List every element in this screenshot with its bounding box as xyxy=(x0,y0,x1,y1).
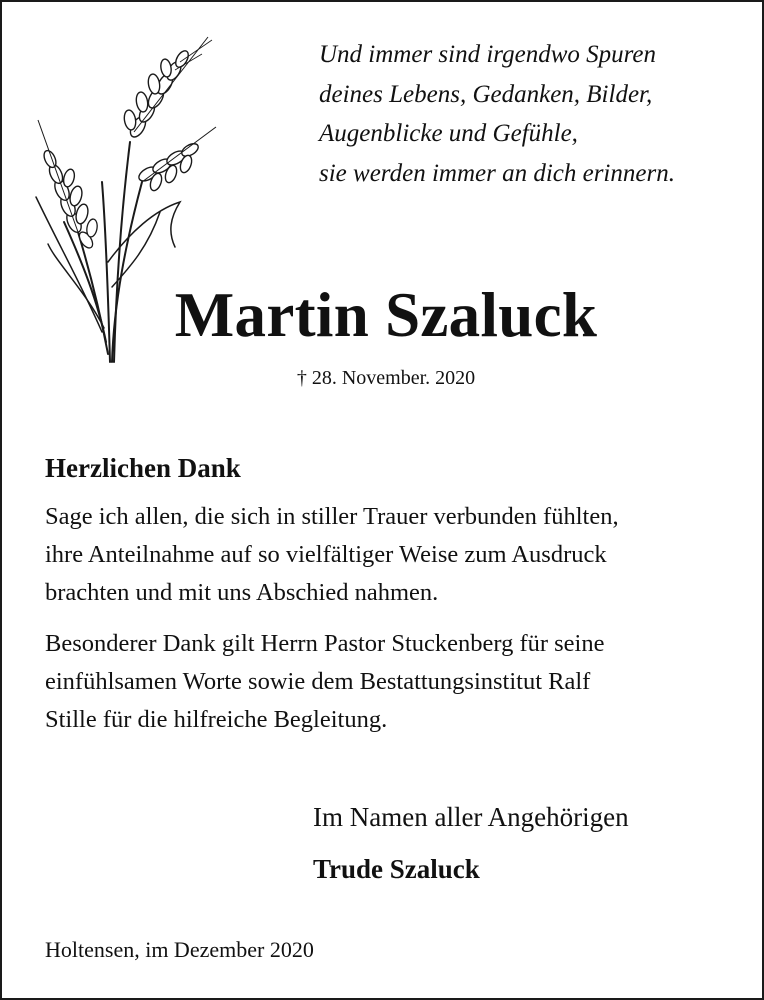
poem-line: sie werden immer an dich erinnern. xyxy=(319,159,675,187)
poem-line: Und immer sind irgendwo Spuren xyxy=(319,41,657,68)
memorial-poem xyxy=(319,35,749,193)
death-date: † 28. November. 2020 xyxy=(296,367,476,389)
deceased-name: Martin Szaluck xyxy=(174,280,598,350)
paragraph-line: brachten und mit uns Abschied nahmen. xyxy=(45,579,439,606)
thanks-paragraph xyxy=(45,498,745,612)
thanks-heading: Herzlichen Dank xyxy=(45,453,241,483)
paragraph-line: ihre Anteilnahme auf so vielfältiger Weise zum Ausdruck xyxy=(45,541,607,568)
paragraph-line: Stille für die hilfreiche Begleitung. xyxy=(45,706,388,733)
poem-line: Augenblicke und Gefühle, xyxy=(319,120,578,147)
signer-name: Trude Szaluck xyxy=(313,854,480,884)
special-thanks-paragraph xyxy=(45,625,745,739)
paragraph-line: Sage ich allen, die sich in stiller Trauer verbunden fühlten, xyxy=(45,503,619,530)
on-behalf-line: Im Namen aller Angehörigen xyxy=(313,802,629,832)
poem-line: deines Lebens, Gedanken, Bilder, xyxy=(319,80,653,108)
paragraph-line: Besonderer Dank gilt Herrn Pastor Stuckenberg für seine xyxy=(45,630,605,657)
place-date: Holtensen, im Dezember 2020 xyxy=(45,937,314,962)
paragraph-line: einfühlsamen Worte sowie dem Bestattungsinstitut Ralf xyxy=(45,668,591,695)
